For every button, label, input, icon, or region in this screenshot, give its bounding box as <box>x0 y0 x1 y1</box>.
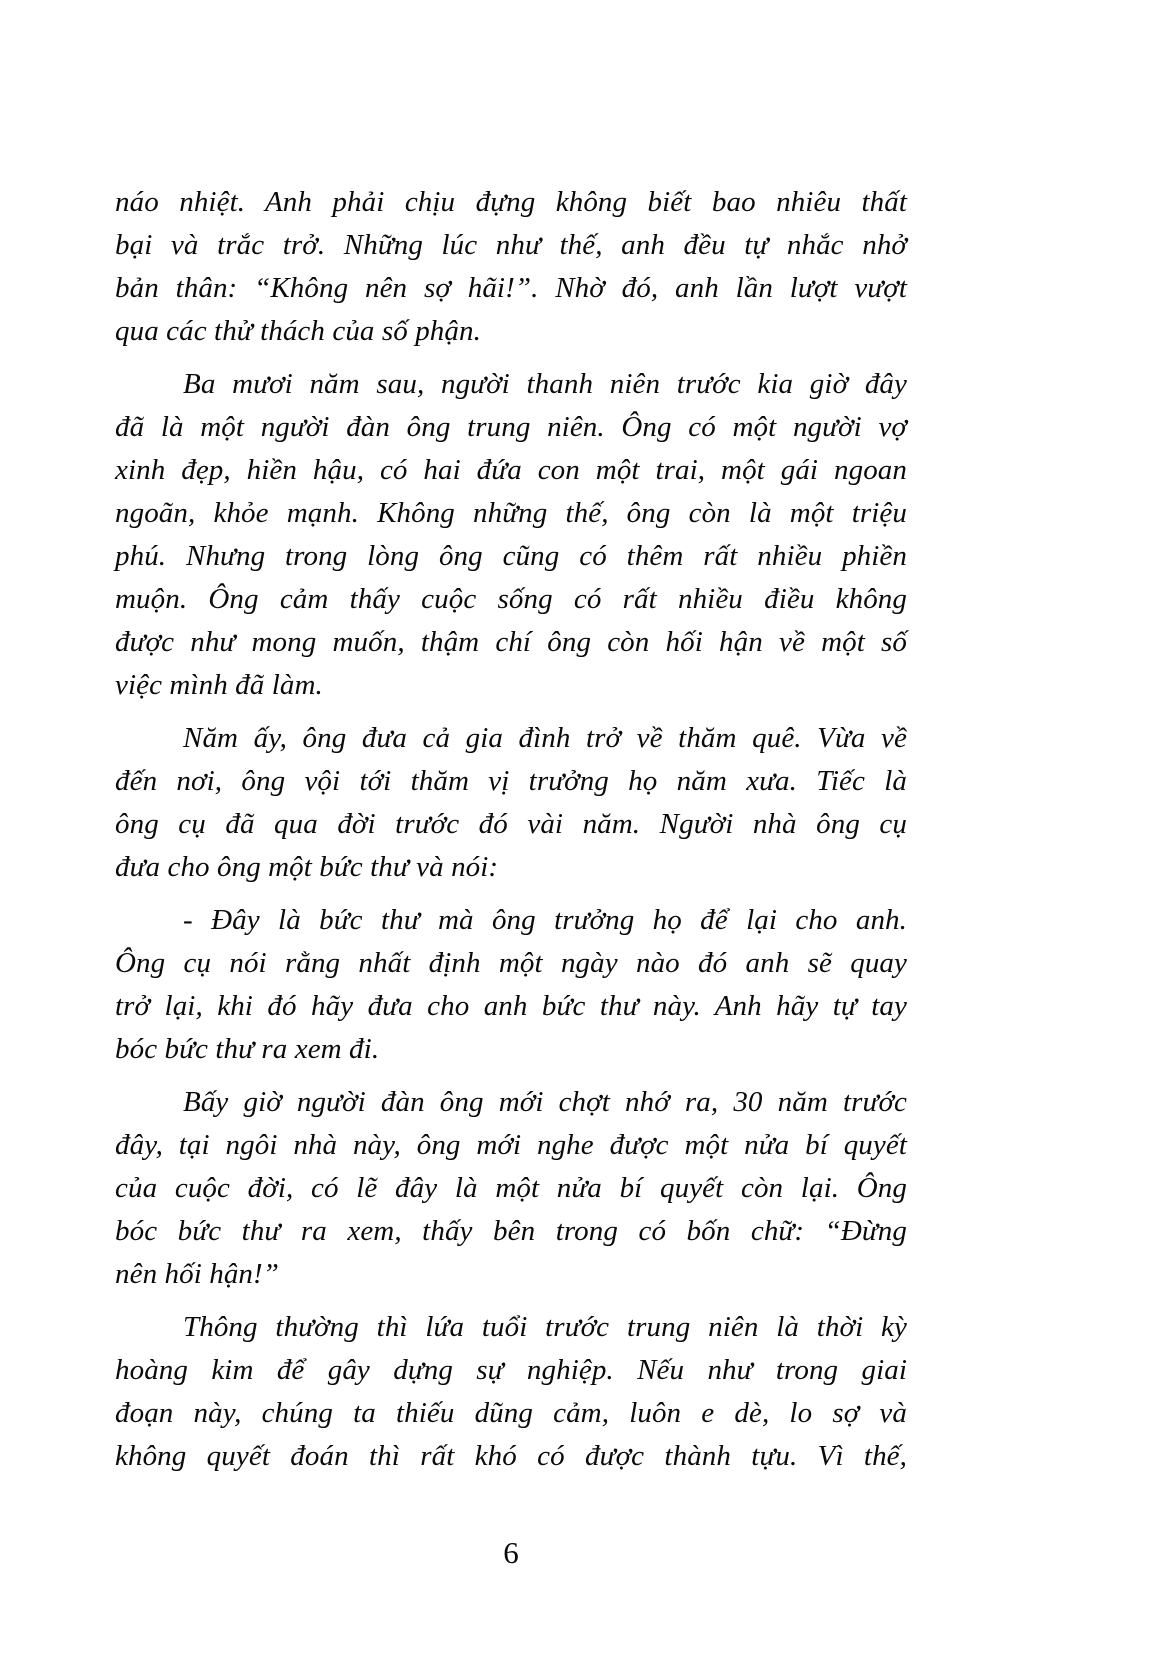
text-line: bóc bức thư ra xem đi. <box>115 1033 380 1065</box>
text-line: Thông thường thì lứa tuổi trước trung niên là thời kỳ <box>183 1311 907 1343</box>
paragraph <box>115 717 907 889</box>
text-line: của cuộc đời, có lẽ đây là một nửa bí quyết còn lại. Ông <box>115 1172 907 1204</box>
text-line: việc mình đã làm. <box>115 669 323 701</box>
paragraph <box>115 363 907 707</box>
text-line: muộn. Ông cảm thấy cuộc sống có rất nhiều điều không <box>115 583 907 615</box>
page-number: 6 <box>503 1535 519 1570</box>
text-line: bóc bức thư ra xem, thấy bên trong có bốn chữ: “Đừng <box>115 1215 907 1247</box>
text-line: đoạn này, chúng ta thiếu dũng cảm, luôn e dè, lo sợ và <box>115 1397 907 1429</box>
text-line: đây, tại ngôi nhà này, ông mới nghe được một nửa bí quyết <box>115 1129 907 1161</box>
text-line: ông cụ đã qua đời trước đó vài năm. Người nhà ông cụ <box>115 808 907 840</box>
text-line: được như mong muốn, thậm chí ông còn hối hận về một số <box>115 626 907 658</box>
text-line: hoàng kim để gây dựng sự nghiệp. Nếu như trong giai <box>115 1354 907 1386</box>
text-line: không quyết đoán thì rất khó có được thành tựu. Vì thế, <box>115 1440 907 1472</box>
text-line: trở lại, khi đó hãy đưa cho anh bức thư này. Anh hãy tự tay <box>115 990 907 1022</box>
text-line: đã là một người đàn ông trung niên. Ông có một người vợ <box>115 411 907 443</box>
paragraph <box>115 1306 907 1478</box>
text-line: náo nhiệt. Anh phải chịu đựng không biết bao nhiêu thất <box>115 186 907 218</box>
text-line: bản thân: “Không nên sợ hãi!”. Nhờ đó, anh lần lượt vượt <box>115 272 907 304</box>
text-line: - Đây là bức thư mà ông trưởng họ để lại cho anh. <box>183 904 907 936</box>
text-line: Năm ấy, ông đưa cả gia đình trở về thăm quê. Vừa về <box>183 722 907 754</box>
text-line: đến nơi, ông vội tới thăm vị trưởng họ năm xưa. Tiếc là <box>115 765 907 797</box>
paragraph <box>115 899 907 1071</box>
paragraph <box>115 181 907 353</box>
text-line: nên hối hận!” <box>115 1258 280 1290</box>
text-line: ngoãn, khỏe mạnh. Không những thế, ông còn là một triệu <box>115 497 907 529</box>
text-line: Ba mươi năm sau, người thanh niên trước kia giờ đây <box>183 368 907 400</box>
text-line: xinh đẹp, hiền hậu, có hai đứa con một trai, một gái ngoan <box>115 454 907 486</box>
text-line: qua các thử thách của số phận. <box>115 315 481 347</box>
text-line: Ông cụ nói rằng nhất định một ngày nào đó anh sẽ quay <box>115 947 907 979</box>
text-line: phú. Nhưng trong lòng ông cũng có thêm rất nhiều phiền <box>115 540 907 572</box>
text-block <box>115 181 907 1478</box>
text-line: Bấy giờ người đàn ông mới chợt nhớ ra, 30 năm trước <box>183 1086 907 1118</box>
paragraph <box>115 1081 907 1296</box>
text-line: đưa cho ông một bức thư và nói: <box>115 851 499 883</box>
text-line: bại và trắc trở. Những lúc như thế, anh đều tự nhắc nhở <box>115 229 907 261</box>
